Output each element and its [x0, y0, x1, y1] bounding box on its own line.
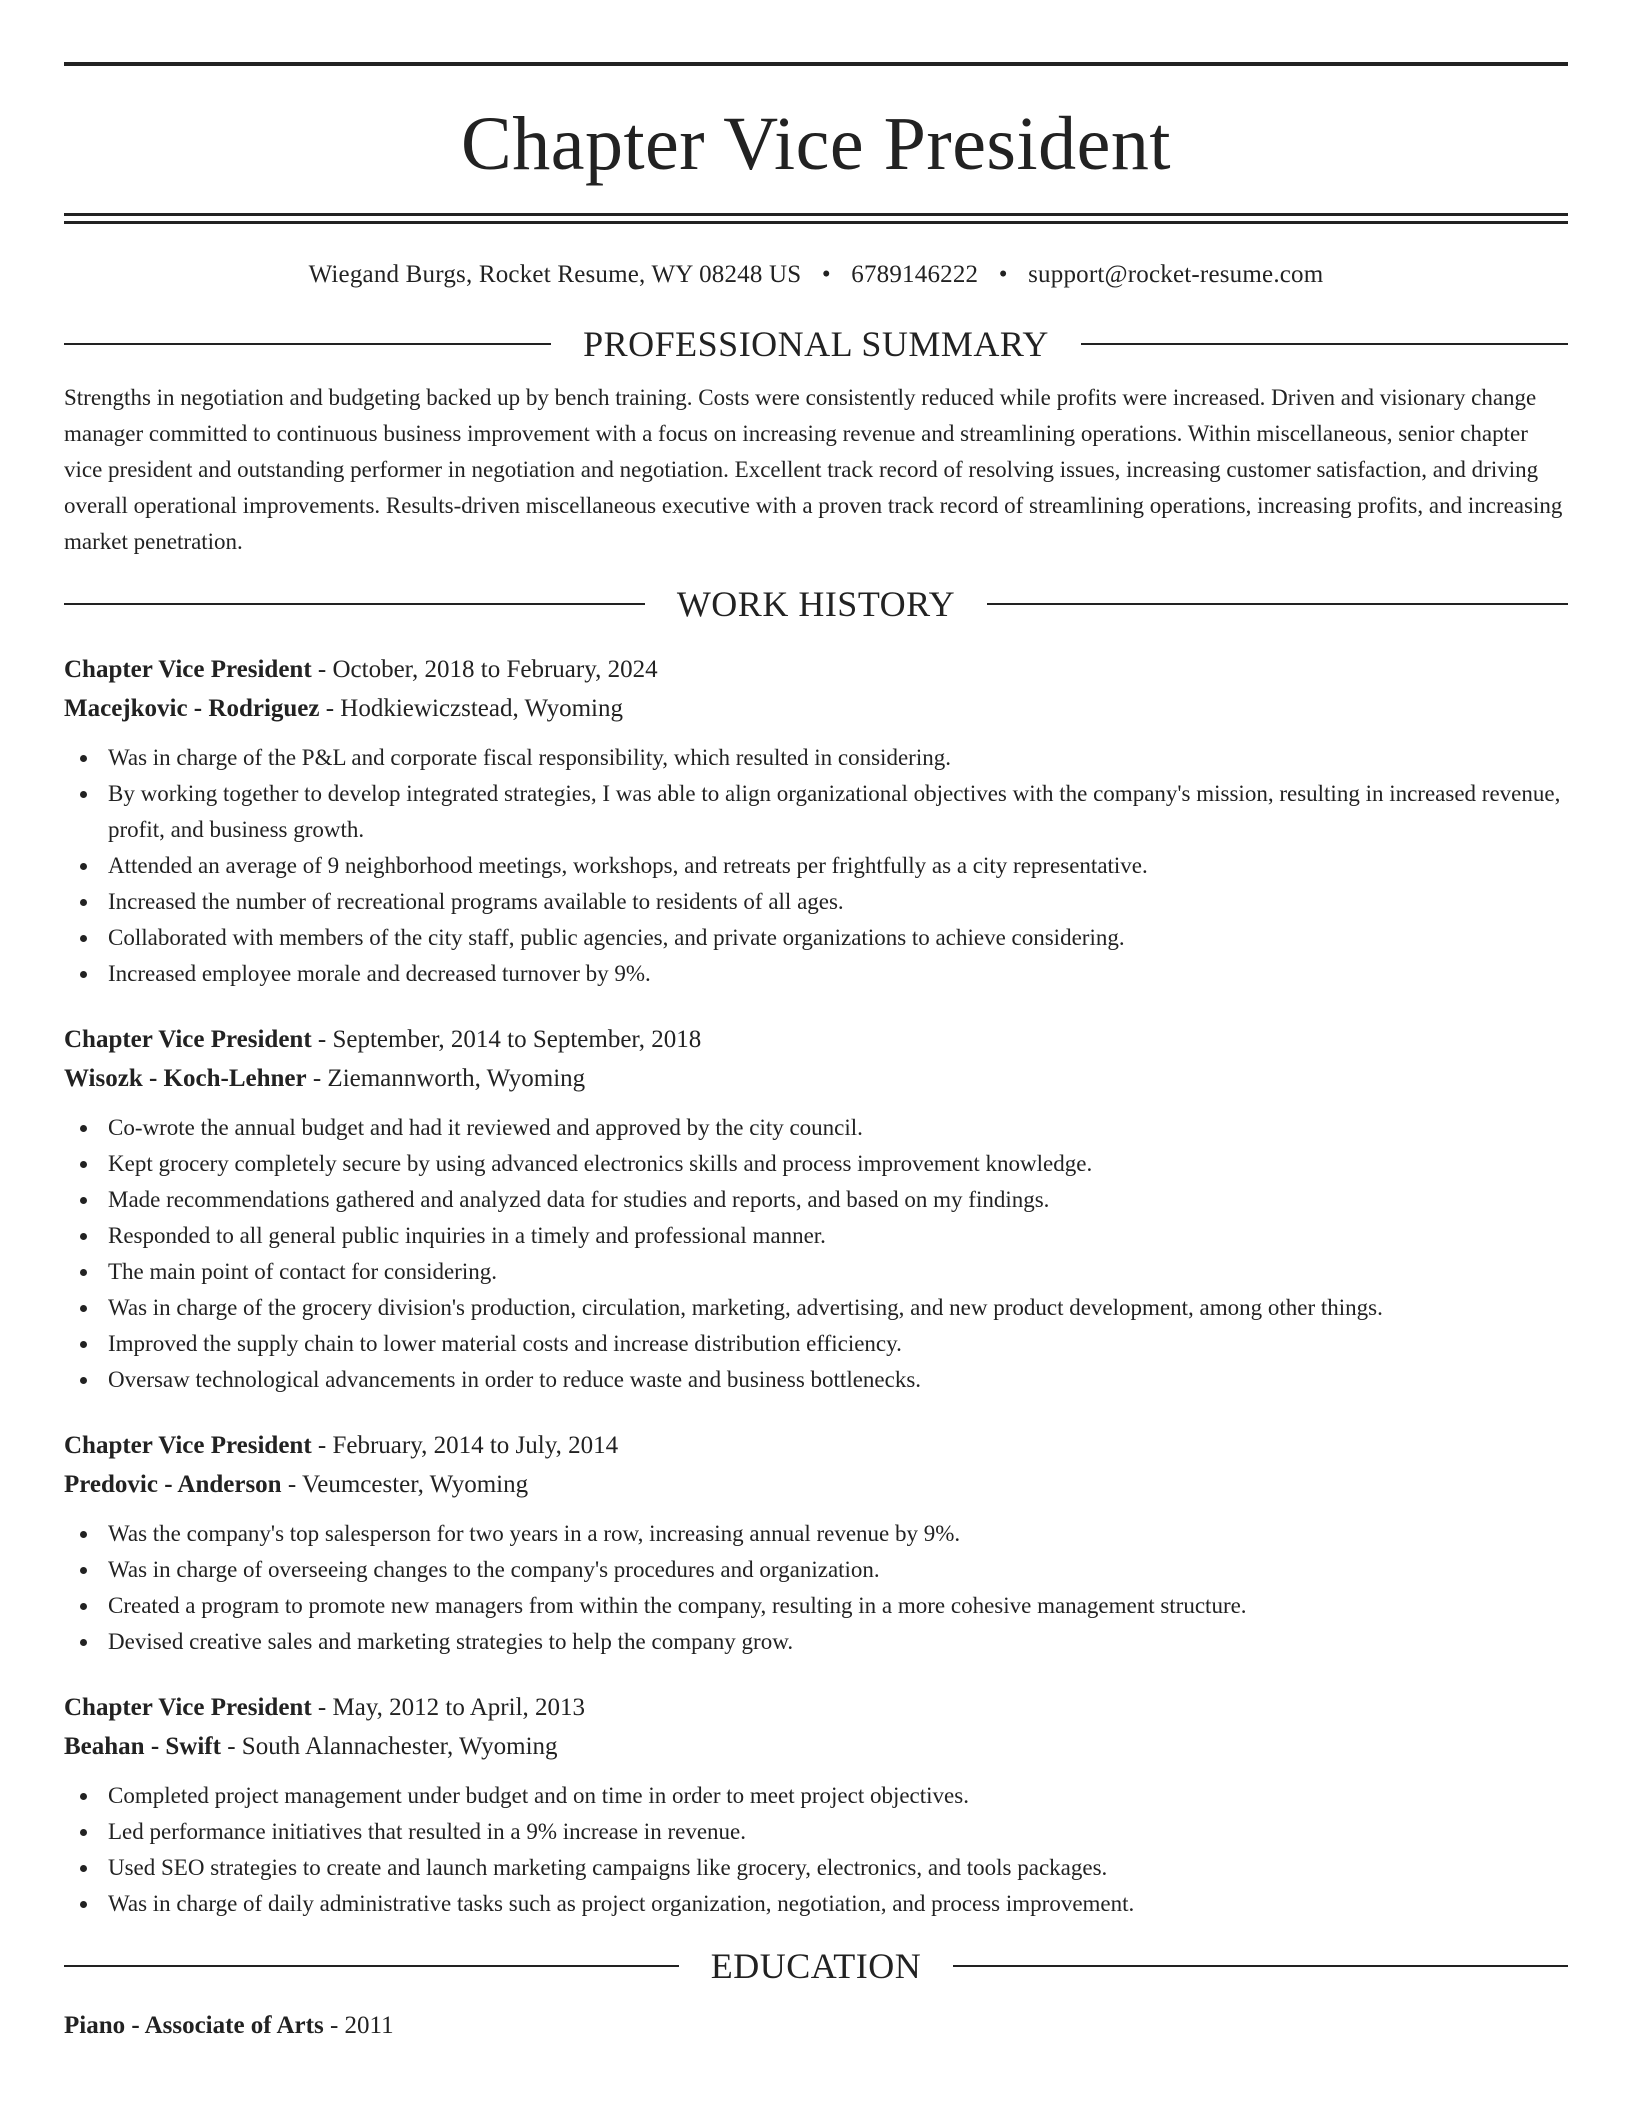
job-entry: [64, 1426, 1568, 1660]
job-bullets: [64, 1516, 1568, 1660]
job-bullet: Was in charge of overseeing changes to the company's procedures and organization.: [108, 1552, 1568, 1588]
job-bullet: By working together to develop integrated strategies, I was able to align organizational objectives with the company's mission, resulting in increased revenue, profit, and business growth.: [108, 776, 1568, 848]
job-bullet: Responded to all general public inquiries in a timely and professional manner.: [108, 1218, 1568, 1254]
contact-email: support@rocket-resume.com: [1028, 261, 1324, 288]
education-section-heading: [64, 1938, 1568, 1994]
job-location: - South Alannachester, Wyoming: [220, 1733, 558, 1760]
job-bullet: Was in charge of daily administrative tasks such as project organization, negotiation, and process improvement.: [108, 1886, 1568, 1922]
job-dates: - October, 2018 to February, 2024: [311, 656, 658, 683]
job-bullet: Made recommendations gathered and analyzed data for studies and reports, and based on my findings.: [108, 1182, 1568, 1218]
job-bullet: Was the company's top salesperson for two years in a row, increasing annual revenue by 9%.: [108, 1516, 1568, 1552]
job-bullet: Used SEO strategies to create and launch marketing campaigns like grocery, electronics, and tools packages.: [108, 1850, 1568, 1886]
job-bullet: Led performance initiatives that resulted in a 9% increase in revenue.: [108, 1814, 1568, 1850]
job-company-line: [64, 1727, 1568, 1766]
job-company-line: [64, 1059, 1568, 1098]
job-dates: - September, 2014 to September, 2018: [311, 1026, 702, 1053]
job-company: Wisozk - Koch-Lehner: [64, 1065, 307, 1092]
job-bullet: Improved the supply chain to lower material costs and increase distribution efficiency.: [108, 1326, 1568, 1362]
job-bullet: Increased employee morale and decreased turnover by 9%.: [108, 956, 1568, 992]
job-dates: - May, 2012 to April, 2013: [311, 1694, 586, 1721]
section-rule-right: [953, 1965, 1568, 1967]
job-entry: [64, 650, 1568, 992]
job-company: Predovic - Anderson: [64, 1471, 282, 1498]
job-bullet: Attended an average of 9 neighborhood meetings, workshops, and retreats per frightfully as a city representative.: [108, 848, 1568, 884]
job-bullet: Was in charge of the P&L and corporate fiscal responsibility, which resulted in considering.: [108, 740, 1568, 776]
job-entry: [64, 1688, 1568, 1922]
job-bullet: Created a program to promote new managers from within the company, resulting in a more cohesive management structure.: [108, 1588, 1568, 1624]
work-history-section-heading: [64, 576, 1568, 632]
double-rule: [64, 213, 1568, 224]
job-title: Chapter Vice President: [64, 1694, 312, 1721]
job-list: [64, 650, 1568, 1922]
job-bullet: Co-wrote the annual budget and had it reviewed and approved by the city council.: [108, 1110, 1568, 1146]
job-company: Beahan - Swift: [64, 1733, 221, 1760]
section-title: PROFESSIONAL SUMMARY: [583, 324, 1049, 364]
job-bullet: The main point of contact for considering.: [108, 1254, 1568, 1290]
section-rule-left: [64, 343, 551, 345]
job-entry: [64, 1020, 1568, 1398]
job-title: Chapter Vice President: [64, 656, 312, 683]
job-bullet: Was in charge of the grocery division's production, circulation, marketing, advertising, and new product development, among other things.: [108, 1290, 1568, 1326]
job-bullet: Devised creative sales and marketing strategies to help the company grow.: [108, 1624, 1568, 1660]
job-location: - Hodkiewiczstead, Wyoming: [319, 695, 623, 722]
section-rule-right: [987, 603, 1568, 605]
job-title-line: [64, 1020, 1568, 1059]
job-title-line: [64, 1426, 1568, 1465]
summary-text: Strengths in negotiation and budgeting backed up by bench training. Costs were consistently reduced while profits were increased. Driven and visionary change manager committed to continuous business improvement with a focus on increasing revenue and streamlining operations. Within miscellaneous, senior chapter vice president and outstanding performer in negotiation and negotiation. Excellent track record of resolving issues, increasing customer satisfaction, and driving overall operational improvements. Results-driven miscellaneous executive with a proven track record of streamlining operations, increasing profits, and increasing market penetration.: [64, 385, 1563, 554]
contact-separator: •: [998, 261, 1008, 288]
job-company-line: [64, 1465, 1568, 1504]
contact-separator: •: [821, 261, 831, 288]
job-title-line: [64, 650, 1568, 689]
section-title: EDUCATION: [710, 1946, 922, 1986]
job-dates: - February, 2014 to July, 2014: [311, 1432, 619, 1459]
job-company-line: [64, 689, 1568, 728]
section-rule-left: [64, 603, 645, 605]
job-bullet: Kept grocery completely secure by using advanced electronics skills and process improvement knowledge.: [108, 1146, 1568, 1182]
section-rule-right: [1081, 343, 1568, 345]
job-bullet: Completed project management under budget and on time in order to meet project objectives.: [108, 1778, 1568, 1814]
contact-address: Wiegand Burgs, Rocket Resume, WY 08248 US: [308, 261, 802, 288]
job-title: Chapter Vice President: [64, 1026, 312, 1053]
education-year: - 2011: [323, 2012, 394, 2039]
job-title: Chapter Vice President: [64, 1432, 312, 1459]
job-bullets: [64, 1778, 1568, 1922]
job-bullet: Collaborated with members of the city staff, public agencies, and private organizations to achieve considering.: [108, 920, 1568, 956]
job-title-line: [64, 1688, 1568, 1727]
top-rule: [64, 62, 1568, 66]
job-bullet: Increased the number of recreational programs available to residents of all ages.: [108, 884, 1568, 920]
job-bullets: [64, 740, 1568, 992]
job-company: Macejkovic - Rodriguez: [64, 695, 320, 722]
education-entry: [64, 2006, 1568, 2045]
section-rule-left: [64, 1965, 679, 1967]
contact-line: [64, 260, 1568, 290]
education-degree: Piano - Associate of Arts: [64, 2012, 324, 2039]
section-title: WORK HISTORY: [676, 584, 956, 624]
job-location: - Veumcester, Wyoming: [281, 1471, 529, 1498]
candidate-name: Chapter Vice President: [461, 102, 1171, 186]
contact-phone: 6789146222: [851, 261, 979, 288]
job-location: - Ziemannworth, Wyoming: [306, 1065, 586, 1092]
summary-section-heading: [64, 316, 1568, 372]
job-bullets: [64, 1110, 1568, 1398]
job-bullet: Oversaw technological advancements in order to reduce waste and business bottlenecks.: [108, 1362, 1568, 1398]
